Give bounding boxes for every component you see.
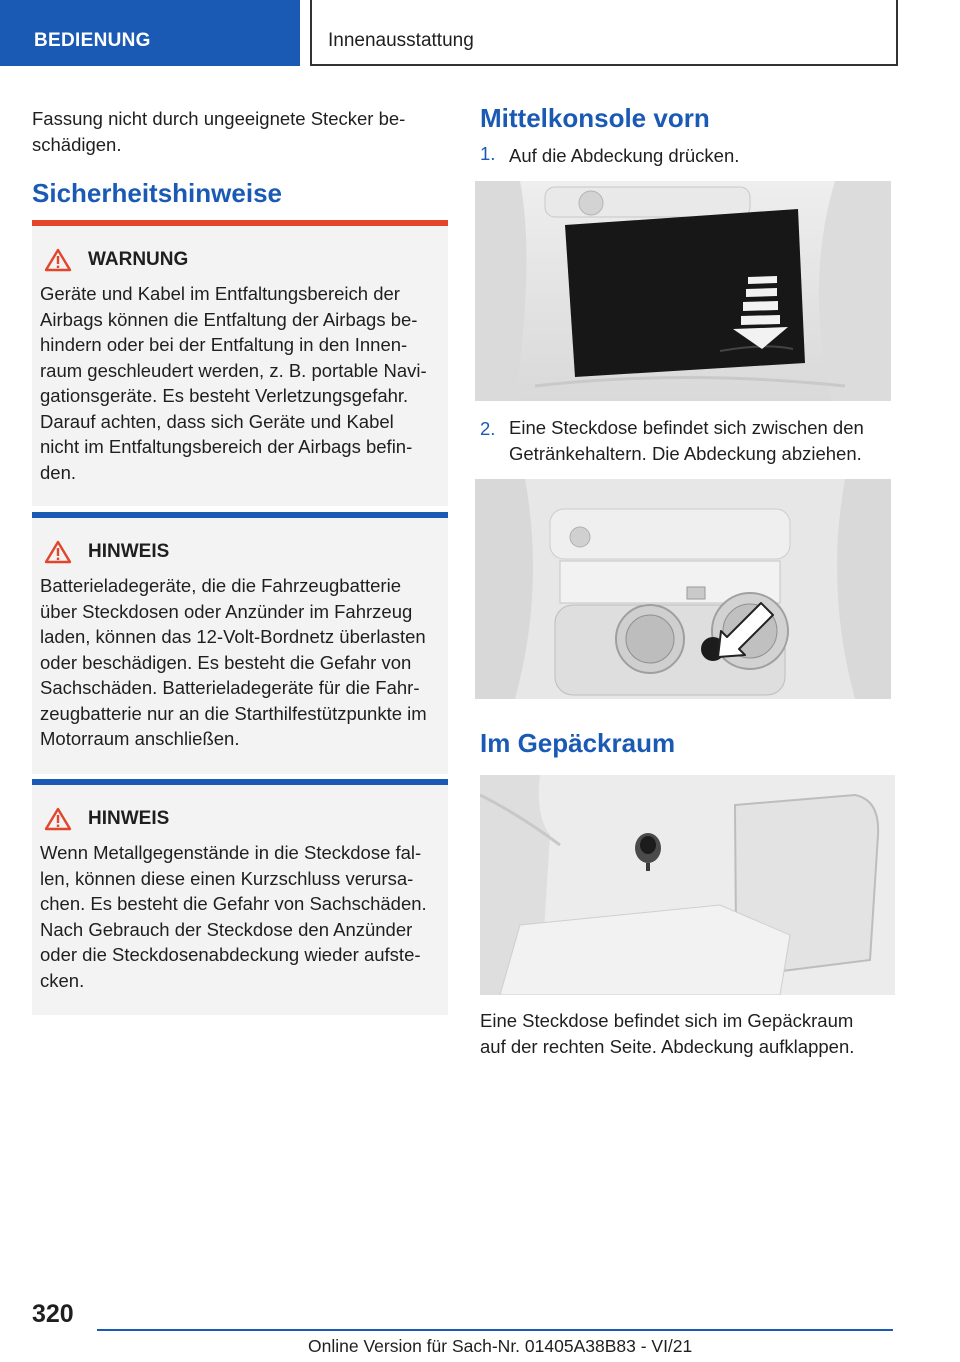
warning-triangle-icon bbox=[44, 248, 72, 272]
text-line: raum geschleudert werden, z. B. portable Navi- bbox=[40, 359, 427, 381]
hint-title: HINWEIS bbox=[88, 808, 170, 829]
heading-luggage: Im Gepäckraum bbox=[480, 728, 676, 758]
hint-text bbox=[40, 573, 446, 752]
text-line: Eine Steckdose befindet sich zwischen den bbox=[509, 417, 864, 438]
text-line: den. bbox=[40, 461, 77, 483]
footer-online-version: Online Version für Sach-Nr. 01405A38B83 - VI/21 bbox=[308, 1336, 693, 1356]
text-line: len, können diese einen Kurzschluss verursa- bbox=[40, 867, 414, 889]
text-line: Wenn Metallgegenstände in die Steckdose fal- bbox=[40, 842, 422, 863]
text-line: Motorraum anschließen. bbox=[40, 728, 240, 749]
heading-front-console: Mittelkonsole vorn bbox=[480, 103, 710, 133]
chapter-label: Innenausstattung bbox=[328, 30, 474, 51]
warning-title: WARNUNG bbox=[88, 249, 189, 270]
heading-safety: Sicherheitshinweise bbox=[32, 178, 282, 208]
page-number: 320 bbox=[32, 1300, 74, 1328]
intro-line: schädigen. bbox=[32, 133, 122, 155]
text-line: Geräte und Kabel im Entfaltungsbereich der bbox=[40, 283, 400, 304]
text-line: auf der rechten Seite. Abdeckung aufklappen. bbox=[480, 1035, 855, 1057]
text-line: chen. Es besteht die Gefahr von Sachschäden. bbox=[40, 893, 427, 914]
hint-box bbox=[32, 779, 448, 1015]
text-line: Getränkehaltern. Die Abdeckung abziehen. bbox=[509, 442, 862, 464]
figure-socket-front bbox=[475, 479, 891, 699]
section-tab bbox=[0, 0, 300, 66]
text-line: Airbags können die Entfaltung der Airbags be- bbox=[40, 308, 418, 330]
console-illustration bbox=[475, 181, 891, 401]
text-line: cken. bbox=[40, 969, 85, 991]
text-line: gationsgeräte. Es besteht Verletzungsgefahr. bbox=[40, 385, 409, 406]
text-line: Sachschäden. Batterieladegeräte für die Fahr- bbox=[40, 677, 420, 698]
figure-press-cover bbox=[475, 181, 891, 401]
text-line: laden, können das 12-Volt-Bordnetz überlasten bbox=[40, 626, 426, 647]
warning-text bbox=[40, 281, 446, 485]
text-line: Eine Steckdose befindet sich im Gepäckraum bbox=[480, 1010, 854, 1031]
hint-title: HINWEIS bbox=[88, 541, 170, 562]
warning-box bbox=[32, 220, 448, 506]
hint-text bbox=[40, 840, 446, 993]
step-number: 1. bbox=[480, 143, 496, 164]
text-line: Nach Gebrauch der Steckdose den Anzünder bbox=[40, 918, 413, 940]
figure-socket-luggage bbox=[480, 775, 895, 995]
luggage-caption bbox=[480, 1008, 895, 1059]
hint-box bbox=[32, 512, 448, 774]
text-line: über Steckdosen oder Anzünder im Fahrzeug bbox=[40, 600, 413, 622]
warning-triangle-icon bbox=[44, 807, 72, 831]
text-line: oder beschädigen. Es besteht die Gefahr von bbox=[40, 651, 412, 673]
chapter-tab bbox=[310, 0, 898, 66]
luggage-illustration bbox=[480, 775, 895, 995]
text-line: hindern oder bei der Entfaltung in den Innen- bbox=[40, 334, 408, 355]
intro-text bbox=[32, 106, 448, 157]
step-text bbox=[509, 415, 899, 466]
text-line: Batterieladegeräte, die die Fahrzeugbatterie bbox=[40, 575, 401, 596]
text-line: nicht im Entfaltungsbereich der Airbags befin- bbox=[40, 436, 413, 457]
warning-triangle-icon bbox=[44, 540, 72, 564]
text-line: Darauf achten, dass sich Geräte und Kabel bbox=[40, 410, 394, 432]
cupholder-illustration bbox=[475, 479, 891, 699]
footer-divider bbox=[97, 1329, 893, 1331]
section-label: BEDIENUNG bbox=[34, 30, 151, 51]
text-line: oder die Steckdosenabdeckung wieder aufste- bbox=[40, 944, 421, 965]
intro-line: Fassung nicht durch ungeeignete Stecker be- bbox=[32, 108, 406, 129]
text-line: zeugbatterie nur an die Starthilfestützpunkte im bbox=[40, 702, 427, 724]
step-number: 2. bbox=[480, 418, 496, 439]
step-text: Auf die Abdeckung drücken. bbox=[509, 145, 740, 166]
